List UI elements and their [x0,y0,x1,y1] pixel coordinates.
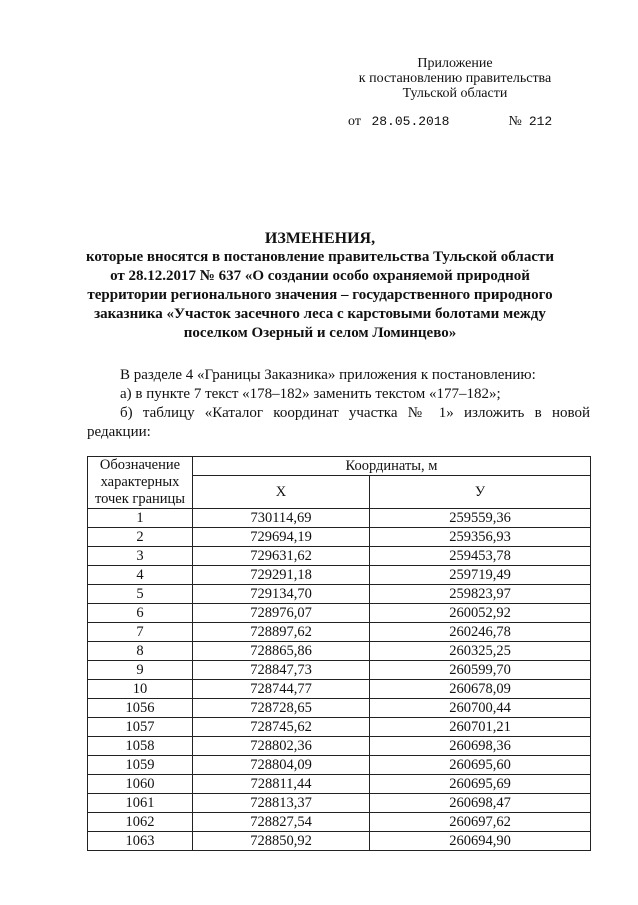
table-row [88,718,591,737]
x-cell: 728827,54 [193,813,370,832]
decree-date: 28.05.2018 [371,114,450,129]
point-cell: 1061 [88,794,193,813]
x-cell: 728850,92 [193,832,370,851]
x-cell: 728811,44 [193,775,370,794]
title-line-5: поселком Озерный и селом Ломинцево» [183,325,457,341]
x-cell: 728744,77 [193,680,370,699]
x-cell: 728865,86 [193,642,370,661]
point-cell: 10 [88,680,193,699]
table-row [88,794,591,813]
decree-number: 212 [528,114,553,129]
table-row [88,642,591,661]
table-row [88,566,591,585]
date-prefix: от [348,114,361,129]
col-coords-header: Координаты, м [193,457,591,476]
x-cell: 729631,62 [193,547,370,566]
item-a-paragraph: а) в пункте 7 текст «178–182» заменить текстом «177–182»; [120,386,501,402]
table-row [88,680,591,699]
x-cell: 728976,07 [193,604,370,623]
point-cell: 1060 [88,775,193,794]
coordinates-table [87,456,591,851]
point-cell: 1058 [88,737,193,756]
col-point-header: Обозначение характерных точек границы [88,457,193,509]
point-cell: 9 [88,661,193,680]
y-cell: 260695,69 [370,775,591,794]
point-cell: 3 [88,547,193,566]
x-cell: 730114,69 [193,509,370,528]
y-cell: 259719,49 [370,566,591,585]
item-b-continuation: редакции: [87,424,151,440]
title-heading: ИЗМЕНЕНИЯ, [264,230,376,247]
item-b-paragraph: б) таблицу «Каталог координат участка № 1» изложить в новой [120,405,590,421]
point-cell: 1059 [88,756,193,775]
y-cell: 260325,25 [370,642,591,661]
number-prefix: № [508,114,522,129]
point-cell: 1056 [88,699,193,718]
point-cell: 1057 [88,718,193,737]
y-cell: 260052,92 [370,604,591,623]
table-row [88,832,591,851]
title-line-1: которые вносятся в постановление правительства Тульской области [85,249,555,265]
appendix-header [300,56,610,101]
x-cell: 728745,62 [193,718,370,737]
table-row [88,775,591,794]
point-cell: 5 [88,585,193,604]
y-cell: 259559,36 [370,509,591,528]
y-cell: 260695,60 [370,756,591,775]
y-cell: 260701,21 [370,718,591,737]
col-y-header: У [370,476,591,509]
x-cell: 728897,62 [193,623,370,642]
table-row [88,661,591,680]
table-row [88,699,591,718]
table-row [88,813,591,832]
title-line-3: территории регионального значения – государственного природного [87,287,553,303]
y-cell: 260246,78 [370,623,591,642]
x-cell: 728804,09 [193,756,370,775]
title-line-2: от 28.12.2017 № 637 «О создании особо охраняемой природной [110,268,530,284]
appendix-line-3: Тульской области [402,86,508,101]
appendix-line-1: Приложение [417,56,493,71]
appendix-line-2: к постановлению правительства [358,71,552,86]
table-row [88,509,591,528]
table-row [88,547,591,566]
x-cell: 728728,65 [193,699,370,718]
y-cell: 260697,62 [370,813,591,832]
y-cell: 260698,47 [370,794,591,813]
x-cell: 728802,36 [193,737,370,756]
x-cell: 728813,37 [193,794,370,813]
x-cell: 728847,73 [193,661,370,680]
y-cell: 260694,90 [370,832,591,851]
col-x-header: X [193,476,370,509]
y-cell: 259823,97 [370,585,591,604]
table-row [88,737,591,756]
y-cell: 260599,70 [370,661,591,680]
table-row [88,585,591,604]
point-cell: 2 [88,528,193,547]
y-cell: 260698,36 [370,737,591,756]
point-cell: 8 [88,642,193,661]
point-cell: 6 [88,604,193,623]
y-cell: 260700,44 [370,699,591,718]
document-title [60,229,580,343]
x-cell: 729134,70 [193,585,370,604]
point-cell: 1062 [88,813,193,832]
y-cell: 260678,09 [370,680,591,699]
y-cell: 259453,78 [370,547,591,566]
table-row [88,604,591,623]
point-cell: 4 [88,566,193,585]
table-row [88,623,591,642]
title-line-4: заказника «Участок засечного леса с карстовыми болотами между [94,306,546,322]
x-cell: 729694,19 [193,528,370,547]
coordinates-table-body [88,509,591,851]
y-cell: 259356,93 [370,528,591,547]
table-row [88,528,591,547]
point-cell: 1 [88,509,193,528]
intro-paragraph: В разделе 4 «Границы Заказника» приложения к постановлению: [120,367,536,383]
table-row [88,756,591,775]
point-cell: 7 [88,623,193,642]
x-cell: 729291,18 [193,566,370,585]
decree-date-number [348,114,552,130]
point-cell: 1063 [88,832,193,851]
